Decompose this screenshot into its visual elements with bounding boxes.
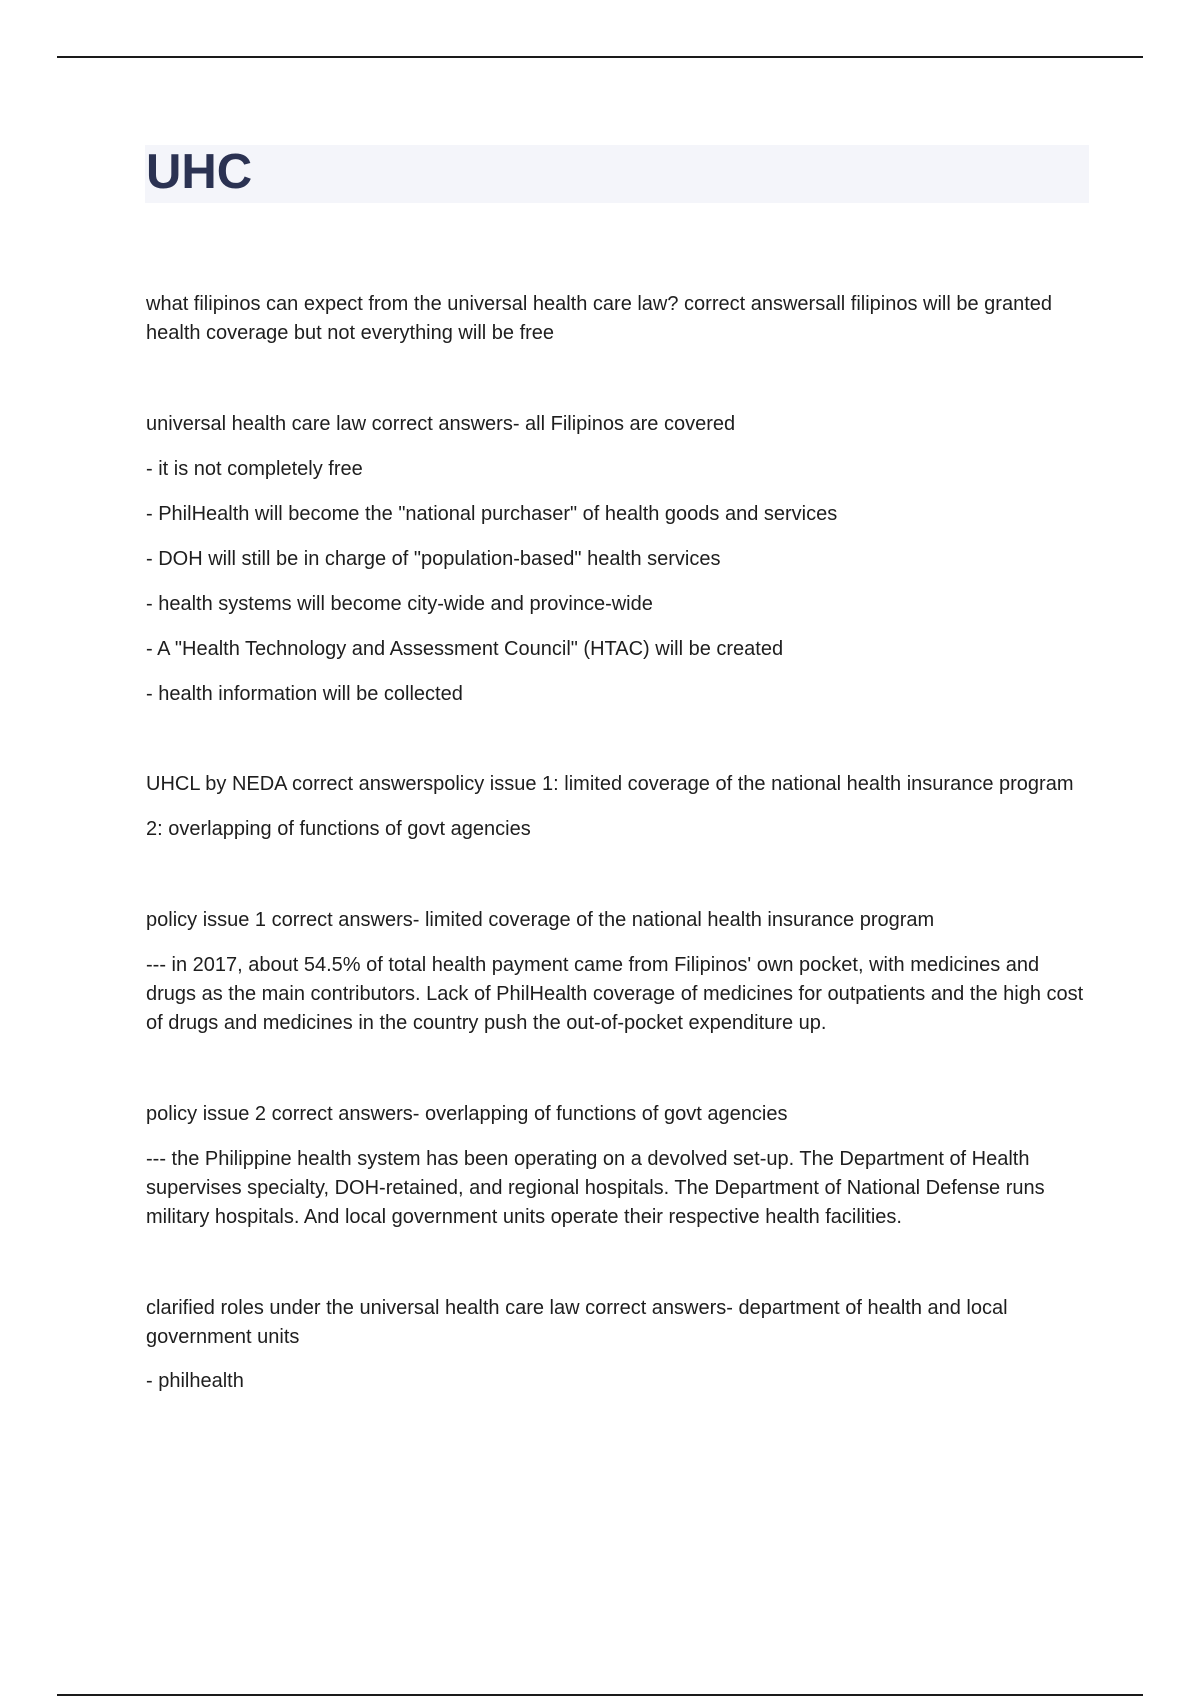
qa-entry [146,1294,1086,1396]
entry-line: - health systems will become city-wide and province-wide [146,593,653,615]
qa-entry [146,906,1086,1038]
document-title: UHC [146,145,253,199]
entry-line: - DOH will still be in charge of "population-based" health services [146,548,721,570]
entry-line: --- in 2017, about 54.5% of total health payment came from Filipinos' own pocket, with medicines and drugs as the main contributors. Lack of PhilHealth coverage of medicines for outpatients and the high cost of drugs and medicines in the country push the out-of-pocket expenditure up. [146,954,1084,1034]
entry-line: - philhealth [146,1370,244,1392]
title-band [145,145,1089,203]
entry-line: UHCL by NEDA correct answerspolicy issue 1: limited coverage of the national health insurance program [146,773,1074,795]
entry-line: --- the Philippine health system has been operating on a devolved set-up. The Department of Health supervises specialty, DOH-retained, and regional hospitals. The Department of National Defense runs military hospitals. And local government units operate their respective health facilities. [146,1148,1045,1228]
qa-entry [146,410,1086,709]
entry-line: - it is not completely free [146,458,363,480]
qa-entry [146,290,1086,348]
footer-rule [57,1694,1143,1696]
qa-entry [146,1100,1086,1232]
entry-line: - A "Health Technology and Assessment Council" (HTAC) will be created [146,638,784,660]
entry-line: policy issue 1 correct answers- limited coverage of the national health insurance program [146,909,935,931]
entry-line: universal health care law correct answers- all Filipinos are covered [146,413,736,435]
entry-line: - health information will be collected [146,683,463,705]
entry-line: what filipinos can expect from the universal health care law? correct answersall filipinos will be granted health coverage but not everything will be free [146,293,1052,344]
entry-line: clarified roles under the universal health care law correct answers- department of health and local government units [146,1297,1008,1348]
entry-line: policy issue 2 correct answers- overlapping of functions of govt agencies [146,1103,788,1125]
entry-line: - PhilHealth will become the "national purchaser" of health goods and services [146,503,838,525]
header-rule [57,56,1143,58]
entry-line: 2: overlapping of functions of govt agencies [146,818,531,840]
qa-entry [146,770,1086,844]
document-body [146,290,1086,1458]
